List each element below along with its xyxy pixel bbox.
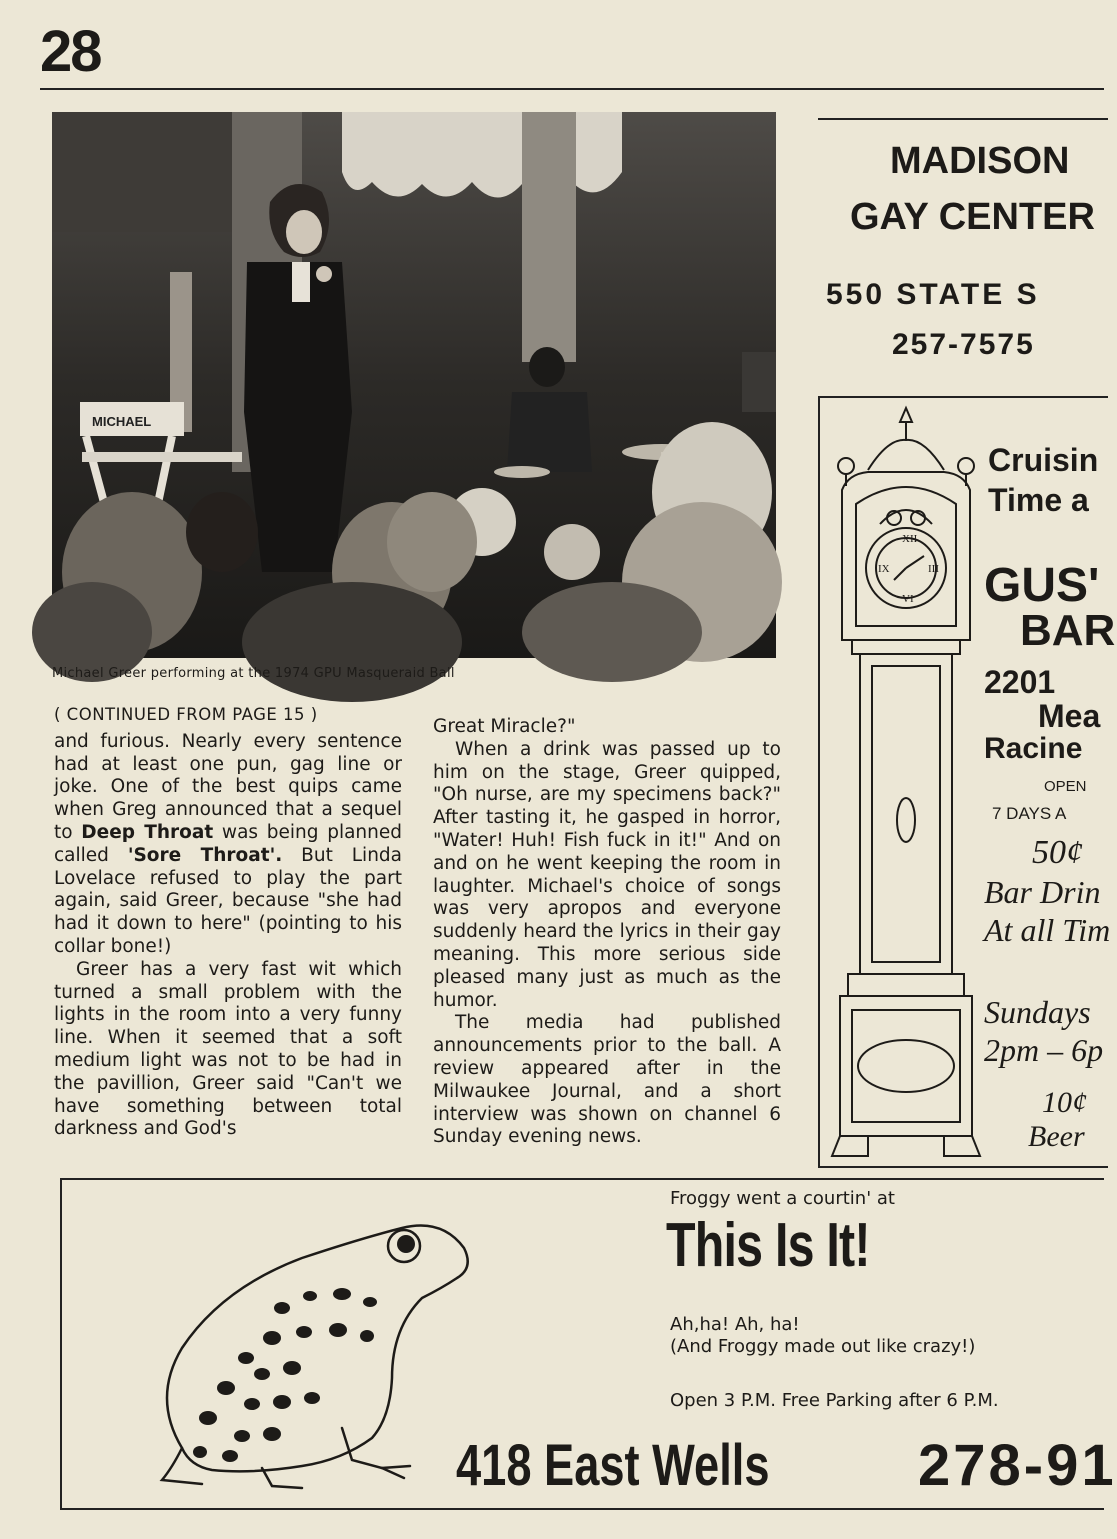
gus-ad-days: 7 DAYS A <box>992 804 1067 823</box>
ad-rule <box>818 118 1108 120</box>
frog-ad-line2: (And Froggy made out like crazy!) <box>670 1336 976 1357</box>
gus-ad-bar: BAR <box>1020 606 1116 655</box>
madison-ad-center: GAY CENTER <box>850 196 1095 238</box>
frog-ad-address: 418 East Wells <box>456 1433 770 1498</box>
film-title: Deep Throat <box>81 821 214 843</box>
svg-text:IX: IX <box>878 563 890 575</box>
this-is-it-ad <box>60 1178 1117 1510</box>
svg-text:VI: VI <box>902 593 914 605</box>
gus-ad-hours: 2pm – 6p <box>984 1032 1104 1068</box>
gus-ad-time: Time a <box>988 482 1089 518</box>
madison-ad-phone: 257-7575 <box>892 328 1035 361</box>
gus-ad-drink-price: 50¢ <box>1032 834 1083 871</box>
gus-ad-street: Mea <box>1038 698 1101 734</box>
frog-ad-headline: This Is It! <box>666 1211 870 1280</box>
performance-photo <box>52 112 776 658</box>
sequel-title: 'Sore Throat'. <box>127 844 283 866</box>
svg-text:XII: XII <box>902 533 918 545</box>
frog-ad-intro: Froggy went a courtin' at <box>670 1188 895 1209</box>
top-rule <box>40 88 1104 90</box>
madison-ad-name: MADISON <box>890 140 1070 182</box>
gus-ad-open: OPEN <box>1044 778 1087 795</box>
gus-ad-beer: Beer <box>1028 1120 1085 1153</box>
frog-icon <box>142 1198 482 1498</box>
svg-text:III: III <box>928 563 939 575</box>
continued-from-note: ( CONTINUED FROM PAGE 15 ) <box>54 705 318 724</box>
article-column-left <box>54 704 402 1141</box>
gus-ad-all-times: At all Tim <box>984 912 1111 948</box>
article-paragraph: The media had published announcements prior to the ball. A review appeared after in the Milwaukee Journal, and a short interview was shown on channel 6 Sunday evening news. <box>433 1012 781 1148</box>
article-paragraph: Greer has a very fast wit which turned a small problem with the lights in the room into a very funny line. When it seemed that a soft medium light was not to be had in the pavillion, Greer said "Can't we have something between total darkness and God's <box>54 958 402 1140</box>
gus-ad-name: GUS' <box>984 559 1100 612</box>
photo-caption: Michael Greer performing at the 1974 GPU Masqueraid Ball <box>52 666 455 681</box>
gus-ad-street-number: 2201 <box>984 664 1056 700</box>
gus-ad-drinks: Bar Drin <box>984 874 1101 910</box>
frog-ad-line1: Ah,ha! Ah, ha! <box>670 1314 800 1335</box>
gus-ad-city: Racine <box>984 732 1083 765</box>
gus-ad-cruising: Cruisin <box>988 442 1099 478</box>
gus-bar-ad <box>818 396 1116 1168</box>
gus-ad-sundays: Sundays <box>984 994 1091 1030</box>
chair-label: MICHAEL <box>92 414 152 429</box>
gus-ad-beer-price: 10¢ <box>1042 1086 1087 1119</box>
frog-ad-phone: 278-91 <box>918 1433 1117 1498</box>
frog-ad-hours: Open 3 P.M. Free Parking after 6 P.M. <box>670 1390 999 1411</box>
madison-ad-address: 550 STATE S <box>826 278 1040 311</box>
page-number: 28 <box>40 19 101 84</box>
article-paragraph: and furious. Nearly every sentence had at least one pun, gag line or joke. One of the best quips came when Greg announced that a sequel to Deep Throat was being planned called 'Sore Throat'. But Linda Lovelace refused to play the part again, said Greer, because "she had had it down to here" (pointing to his collar bone!) <box>54 730 402 957</box>
article-column-right <box>433 716 781 1149</box>
grandfather-clock-icon <box>828 400 984 1162</box>
article-paragraph: When a drink was passed up to him on the stage, Greer quipped, "Oh nurse, are my specimens back?" After tasting it, he gasped in horror, "Water! Huh! Fish fuck in it!" And on and on he went keeping the room in laughter. Michael's choice of songs was very apropos and everyone suddenly heard the lyrics in their gay meaning. This more serious side pleased many just as much as the humor. <box>433 738 781 1011</box>
article-paragraph: Great Miracle?" <box>433 716 576 737</box>
